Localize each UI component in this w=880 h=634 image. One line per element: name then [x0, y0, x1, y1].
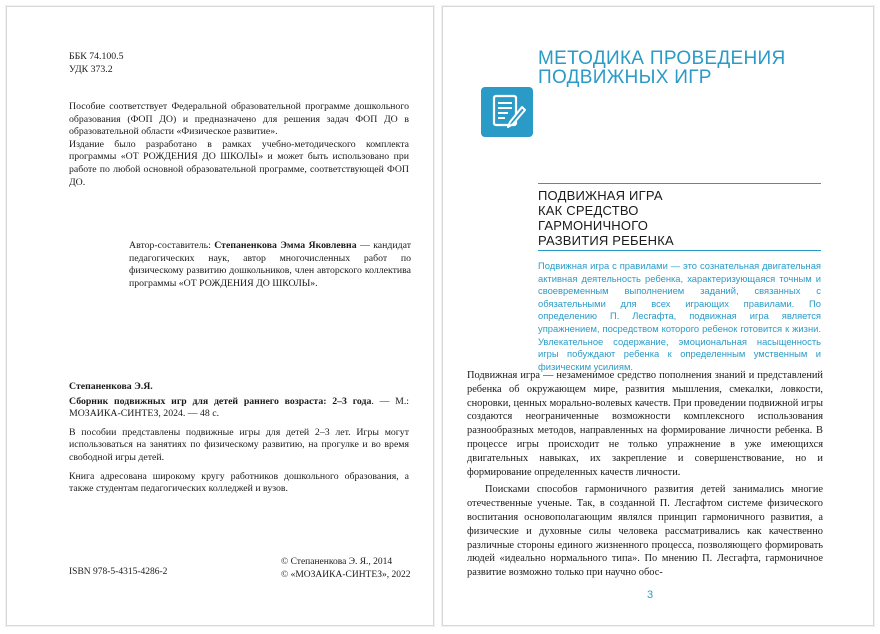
- section-top-rule: [538, 183, 821, 184]
- section-bottom-rule: [538, 250, 821, 251]
- section-heading-line2: КАК СРЕДСТВО: [538, 203, 639, 218]
- compliance-paragraph: Пособие соответствует Федеральной образовательной программе дошкольного образования (ФОП ДО) и предназначено для решения задач ФОП ДО в образовательной области «Физическое развитие».: [69, 101, 409, 138]
- chapter-title: [538, 49, 786, 87]
- section-heading-line1: ПОДВИЖНАЯ ИГРА: [538, 188, 663, 203]
- isbn: ISBN 978-5-4315-4286-2: [69, 567, 168, 577]
- chapter-title-line1: МЕТОДИКА ПРОВЕДЕНИЯ: [538, 48, 786, 69]
- author-name: Степаненкова Эмма Яковлевна: [214, 240, 357, 251]
- book-audience: Книга адресована широкому кругу работников дошкольного образования, а также студентам педагогических колледжей и вузов.: [69, 470, 409, 495]
- section-heading-line3: ГАРМОНИЧНОГО: [538, 218, 649, 233]
- edition-paragraph: Издание было разработано в рамках учебно-методического комплекта программы «ОТ РОЖДЕНИЯ ДО ШКОЛЫ» и может быть использовано при работе по любой основной образовательной программе, соответствующей ФОП ДО.: [69, 138, 409, 188]
- body-paragraph-2: Поисками способов гармоничного развития детей занимались многие отечественные ученые. Так, в созданной П. Лесгафтом системе физического воспитания основополагающим являлся принцип гармоничного развития, а физические и духовные силы человека рассматривались как качественно различные стороны единого жизненного процесса, позволяющего формировать людей «идеально нормального типа». По мнению П. Лесгафта, гармоничное развитие возможно только при научно обос-: [467, 484, 823, 579]
- right-page: [442, 6, 874, 626]
- book-description: В пособии представлены подвижные игры для детей 2–3 лет. Игры могут использоваться на занятиях по физическому развитию, на прогулке и во время свободной игры детей.: [69, 426, 409, 463]
- udk-code: УДК 373.2: [69, 63, 113, 75]
- author-description: — кандидат педагогических наук, автор многочисленных работ по физическому развитию дошкольников, член авторского коллектива программы «ОТ РОЖДЕНИЯ ДО ШКОЛЫ».: [129, 240, 411, 289]
- copyright-author: © Степаненкова Э. Я., 2014: [281, 557, 393, 567]
- left-page: [6, 6, 434, 626]
- catalog-title: Сборник подвижных игр для детей раннего возраста: 2–3 года: [69, 395, 372, 407]
- body-paragraph-1: Подвижная игра — незаменимое средство пополнения знаний и представлений ребенка об окружающем мире, развития мышления, смекалки, ловкости, сноровки, ценных морально-волевых качеств. При проведении подвижной игры создаются неограниченные возможности комплексного использования разнообразных методов, направленных на формирование личности ребенка. В процессе игры происходит не только упражнение в уже имеющихся двигательных навыках, их закрепление и совершенствование, но и формирование определенных качеств личности.: [467, 370, 823, 478]
- copyright-publisher: © «МОЗАИКА-СИНТЕЗ», 2022: [281, 569, 411, 580]
- compliance-notice: [69, 101, 409, 189]
- author-block: [129, 240, 411, 290]
- body-text: [467, 369, 823, 580]
- lead-paragraph: Подвижная игра с правилами — это сознательная двигательная активная деятельность ребенка, характеризующаяся точным и своевременным выполнением заданий, связанных с обязательными для всех играющих правилами. По определению П. Лесгафта, подвижная игра является упражнением, посредством которого ребенок готовится к жизни. Увлекательное содержание, эмоциональная насыщенность игры побуждают ребенка к определенным умственным и физическим усилиям.: [538, 260, 821, 372]
- chapter-title-line2: ПОДВИЖНЫХ ИГР: [538, 67, 712, 88]
- catalog-author: Степаненкова Э.Я.: [69, 381, 153, 392]
- classification-block: [69, 51, 409, 76]
- document-pencil-icon: [481, 87, 533, 137]
- author-prefix: Автор-составитель:: [129, 240, 215, 251]
- bbk-code: ББК 74.100.5: [69, 51, 124, 62]
- section-heading-line4: РАЗВИТИЯ РЕБЕНКА: [538, 233, 674, 248]
- page-number: 3: [647, 589, 654, 601]
- catalog-card: [69, 381, 409, 496]
- catalog-publisher: . — М.: МОЗАИКА-СИНТЕЗ, 2024. — 48 с.: [69, 395, 409, 420]
- copyright-block: [281, 556, 411, 581]
- section-heading: [538, 188, 674, 248]
